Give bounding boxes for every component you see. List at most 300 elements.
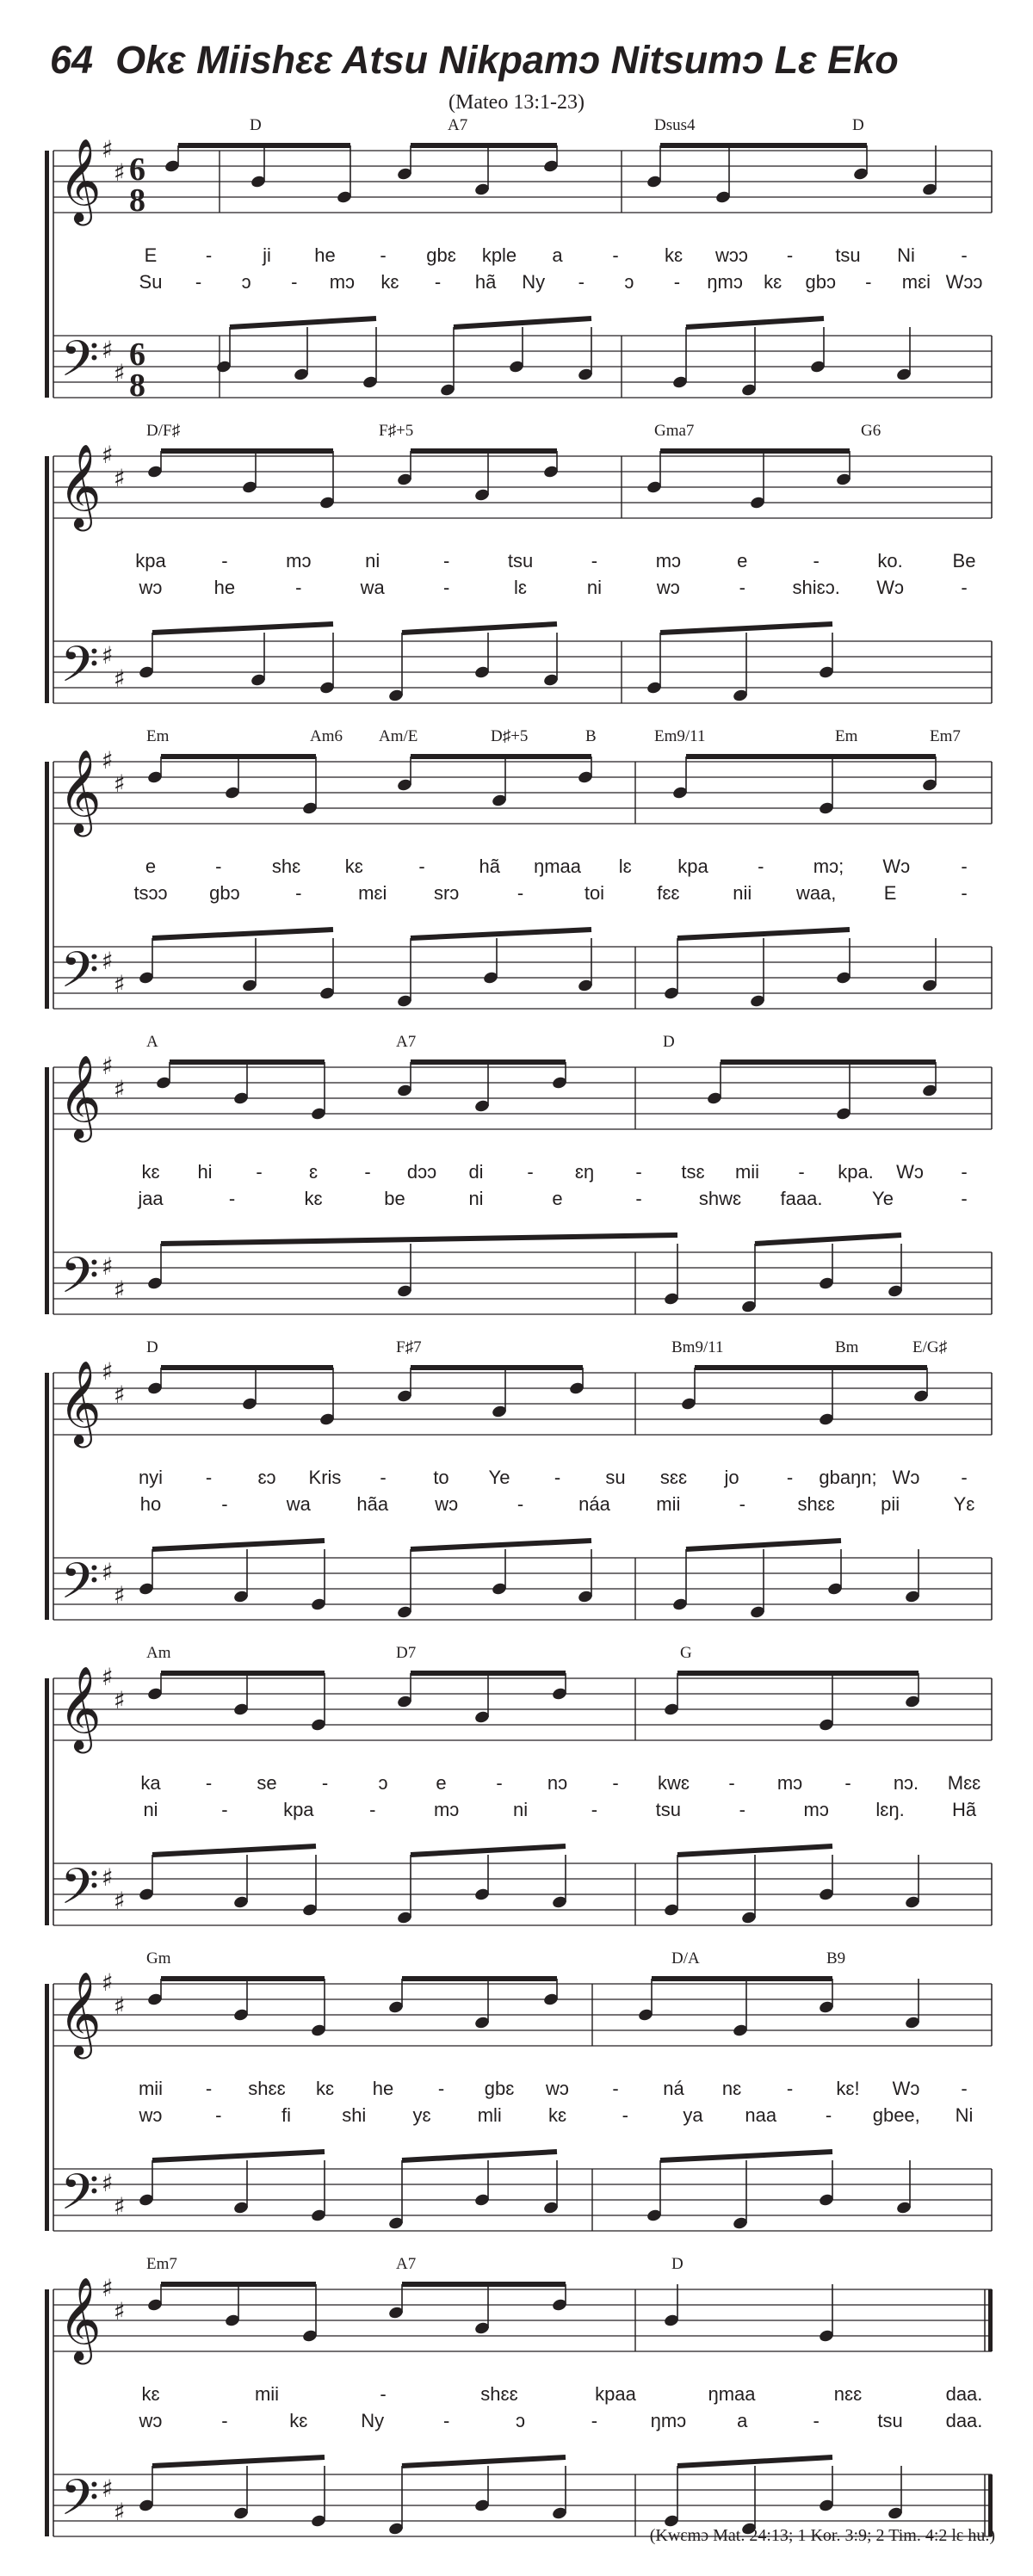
lyric-verse1: ŋmaa	[708, 2383, 756, 2405]
lyric-verse1: nɛɛ	[833, 2383, 863, 2405]
bass-clef-icon: 𝄢	[60, 1552, 100, 1622]
lyric-verse1: Wɔ	[892, 2078, 920, 2099]
lyric-verse1: -	[612, 244, 619, 266]
sharp-icon: ♯	[102, 641, 114, 670]
lyric-verse1: -	[635, 1161, 642, 1183]
lyric-verse1: lɛ	[618, 856, 632, 877]
sharp-icon: ♯	[114, 359, 126, 387]
lyric-verse2: he	[213, 577, 236, 598]
sharp-icon: ♯	[114, 1381, 126, 1409]
treble-clef-icon: 𝄞	[59, 443, 102, 528]
lyric-verse1: nɔ.	[893, 1772, 919, 1794]
chord-symbol: Em9/11	[654, 727, 706, 745]
lyric-verse1: -	[786, 244, 794, 266]
lyric-verse2: -	[442, 577, 450, 598]
lyric-verse1: kple	[481, 244, 517, 266]
lyric-verse2: -	[813, 2410, 820, 2431]
chord-symbol: F♯+5	[379, 422, 414, 440]
sharp-icon: ♯	[114, 769, 126, 798]
lyric-verse1: tsu	[507, 550, 534, 571]
lyric-verse2: -	[434, 271, 442, 293]
lyric-verse1: -	[496, 1772, 503, 1794]
lyric-verse2: be	[384, 1188, 405, 1209]
lyric-verse2: Hã	[951, 1799, 977, 1820]
chord-symbol: D	[671, 2255, 684, 2273]
lyric-verse1: daa.	[945, 2383, 983, 2405]
lyric-verse2: kɛ	[289, 2410, 308, 2431]
sharp-icon: ♯	[114, 2192, 126, 2221]
note-beam	[161, 1235, 677, 1244]
lyric-verse2: shiɛɔ.	[792, 577, 840, 598]
lyric-verse1: nɔ	[547, 1772, 568, 1794]
lyric-verse2: jaa	[138, 1188, 164, 1209]
lyric-verse2: -	[825, 2104, 832, 2126]
lyric-verse2: mɛi	[901, 271, 931, 293]
lyric-verse2: ŋmɔ	[707, 271, 743, 293]
lyric-verse2: ho	[139, 1493, 162, 1515]
lyric-verse1: -	[205, 244, 213, 266]
system-bracket	[45, 456, 49, 703]
lyric-verse1: mɔ	[286, 550, 312, 571]
sharp-icon: ♯	[114, 158, 126, 187]
chord-symbol: D	[852, 116, 864, 134]
lyric-verse1: -	[205, 1772, 213, 1794]
lyric-verse1: ɔ	[378, 1772, 388, 1794]
sharp-icon: ♯	[102, 2474, 114, 2503]
note-beam	[686, 1541, 841, 1549]
lyric-verse2: Ny	[361, 2410, 385, 2431]
lyric-verse2: -	[369, 1799, 376, 1820]
lyric-verse1: he	[314, 244, 336, 266]
sharp-icon: ♯	[114, 970, 126, 998]
chord-symbol: D	[250, 116, 262, 134]
lyric-verse2: ni	[512, 1799, 529, 1820]
lyric-verse1: ɛŋ	[574, 1161, 595, 1183]
lyric-verse1: sɛɛ	[659, 1467, 688, 1488]
lyric-verse2: -	[739, 1799, 745, 1820]
lyric-verse2: toi	[584, 882, 605, 904]
chord-symbol: D7	[396, 1644, 417, 1662]
note-beam	[230, 318, 376, 327]
sharp-icon: ♯	[102, 1968, 114, 1997]
treble-clef-icon: 𝄞	[59, 1054, 102, 1139]
lyric-verse2: ya	[683, 2104, 703, 2126]
lyric-verse2: tsu	[655, 1799, 682, 1820]
lyric-verse2: kɛ	[764, 271, 782, 293]
lyric-verse1: ko.	[877, 550, 903, 571]
lyric-verse1: -	[380, 244, 387, 266]
lyric-verse1: ni	[365, 550, 380, 571]
lyric-verse1: shɛɛ	[480, 2383, 518, 2405]
note-beam	[411, 930, 591, 938]
lyric-verse2: -	[295, 882, 302, 904]
note-beam	[686, 318, 824, 327]
lyric-verse2: nii	[733, 882, 752, 904]
sharp-icon: ♯	[102, 1357, 114, 1386]
lyric-verse1: -	[612, 2078, 619, 2099]
lyric-verse2: -	[673, 271, 681, 293]
lyric-verse1: -	[786, 1467, 794, 1488]
lyric-verse1: mɔ	[776, 1772, 803, 1794]
chord-symbol: D	[663, 1033, 675, 1051]
chord-symbol: F♯7	[396, 1338, 422, 1356]
sharp-icon: ♯	[102, 2169, 114, 2197]
lyric-verse2: ni	[143, 1799, 158, 1820]
note-beam	[677, 930, 850, 938]
lyric-verse2: ni	[586, 577, 603, 598]
lyric-verse1: di	[468, 1161, 484, 1183]
lyric-verse1: -	[205, 1467, 213, 1488]
lyric-verse1: mii	[254, 2383, 280, 2405]
lyric-verse1: -	[961, 856, 968, 877]
lyric-verse1: shɛɛ	[248, 2078, 286, 2099]
lyric-verse2: -	[622, 2104, 628, 2126]
bass-clef-icon: 𝄢	[60, 941, 100, 1011]
lyric-verse2: -	[739, 1493, 745, 1515]
lyric-verse2: ɔ	[516, 2410, 526, 2431]
lyric-verse1: -	[380, 2383, 387, 2405]
lyric-verse2: tsu	[877, 2410, 903, 2431]
lyric-verse2: wɔ	[139, 577, 163, 598]
lyric-verse2: fɛɛ	[657, 882, 680, 904]
lyric-verse1: kɛ	[344, 856, 363, 877]
note-beam	[660, 624, 832, 633]
lyric-verse2: mɛi	[358, 882, 387, 904]
chord-symbol: G6	[861, 422, 881, 440]
lyric-verse1: su	[605, 1467, 626, 1488]
chord-symbol: Bm9/11	[671, 1338, 724, 1356]
lyric-verse2: lɛ	[514, 577, 528, 598]
lyric-verse1: Wɔ	[896, 1161, 924, 1183]
lyric-verse2: srɔ	[433, 882, 460, 904]
chord-symbol: Am6	[310, 727, 343, 745]
chord-symbol: Em	[146, 727, 170, 745]
lyric-verse1: jo	[724, 1467, 739, 1488]
lyric-verse1: -	[758, 856, 764, 877]
lyric-verse1: tsu	[835, 244, 861, 266]
lyric-verse2: wa	[360, 577, 385, 598]
note-beam	[411, 1541, 591, 1549]
chord-symbol: A7	[448, 116, 468, 134]
lyric-verse2: shɛɛ	[797, 1493, 835, 1515]
time-signature-top: 6	[129, 151, 145, 188]
lyric-verse1: he	[372, 2078, 394, 2099]
lyric-verse1: -	[844, 1772, 851, 1794]
lyric-verse1: nyi	[138, 1467, 164, 1488]
lyric-verse2: kɛ	[380, 271, 399, 293]
lyric-verse2: -	[865, 271, 872, 293]
lyric-verse2: -	[739, 577, 745, 598]
bass-clef-icon: 𝄢	[60, 2163, 100, 2233]
sharp-icon: ♯	[102, 336, 114, 364]
lyric-verse1: -	[256, 1161, 263, 1183]
lyric-verse1: gbaŋn;	[819, 1467, 877, 1488]
lyric-verse2: a	[737, 2410, 748, 2431]
chord-symbol: D/F♯	[146, 422, 181, 440]
lyric-verse1: e	[436, 1772, 447, 1794]
lyric-verse1: ɛɔ	[257, 1467, 276, 1488]
lyric-verse1: a	[552, 244, 563, 266]
lyric-verse2: ɔ	[624, 271, 634, 293]
sharp-icon: ♯	[102, 1252, 114, 1281]
lyric-verse1: dɔɔ	[406, 1161, 437, 1183]
lyric-verse1: Be	[952, 550, 976, 571]
lyric-verse2: kɛ	[304, 1188, 323, 1209]
lyric-verse2: naa	[745, 2104, 777, 2126]
lyric-verse1: se	[257, 1772, 277, 1794]
system-bracket	[45, 1373, 49, 1620]
chord-symbol: D♯+5	[491, 727, 529, 745]
sharp-icon: ♯	[114, 1887, 126, 1915]
lyric-verse2: wɔ	[435, 1493, 459, 1515]
lyric-verse2: fi	[281, 2104, 291, 2126]
lyric-verse1: hi	[197, 1161, 213, 1183]
lyric-verse2: náa	[578, 1493, 610, 1515]
chord-symbol: Gma7	[654, 422, 695, 440]
lyric-verse1: e	[737, 550, 748, 571]
lyric-verse1: -	[961, 244, 968, 266]
lyric-verse1: kpa	[135, 550, 166, 571]
lyric-verse1: kpa.	[838, 1161, 874, 1183]
lyric-verse1: -	[205, 2078, 213, 2099]
lyric-verse1: ɛ	[308, 1161, 319, 1183]
lyric-verse2: -	[195, 271, 202, 293]
lyric-verse2: E	[883, 882, 897, 904]
note-beam	[677, 2457, 832, 2466]
sharp-icon: ♯	[102, 1558, 114, 1586]
lyric-verse1: -	[527, 1161, 534, 1183]
note-beam	[454, 318, 591, 327]
lyric-verse2: mɔ	[803, 1799, 829, 1820]
lyric-verse2: -	[591, 1799, 598, 1820]
treble-clef-icon: 𝄞	[59, 1971, 102, 2055]
lyric-verse1: kpa	[677, 856, 708, 877]
note-beam	[152, 1541, 325, 1549]
note-beam	[677, 1846, 832, 1855]
chord-symbol: Am/E	[379, 727, 418, 745]
lyric-verse2: -	[591, 2410, 598, 2431]
lyric-verse2: gbee,	[872, 2104, 920, 2126]
hymn-title-text: Okɛ Miishɛɛ Atsu Nikpamɔ Nitsumɔ Lɛ Eko	[115, 38, 899, 82]
lyric-verse1: -	[961, 1161, 968, 1183]
system-bracket	[45, 2289, 49, 2536]
sharp-icon: ♯	[114, 1686, 126, 1714]
system-bracket	[45, 1067, 49, 1314]
lyric-verse2: -	[291, 271, 298, 293]
lyric-verse1: mii	[138, 2078, 164, 2099]
chord-symbol: A7	[396, 2255, 417, 2273]
lyric-verse1: mɔ;	[813, 856, 844, 877]
lyric-verse1: ŋmaa	[533, 856, 582, 877]
lyric-verse1: -	[380, 1467, 387, 1488]
lyric-verse1: kɛ	[664, 244, 684, 266]
lyric-verse1: e	[145, 856, 157, 877]
lyric-verse2: mli	[477, 2104, 502, 2126]
lyric-verse2: Yɛ	[953, 1493, 975, 1515]
lyric-verse2: Ny	[522, 271, 546, 293]
lyric-verse2: ɔ	[241, 271, 251, 293]
lyric-verse2: yɛ	[412, 2104, 431, 2126]
chord-symbol: D	[146, 1338, 158, 1356]
lyric-verse1: wɔ	[546, 2078, 569, 2099]
lyric-verse2: -	[228, 1188, 236, 1209]
bass-clef-icon: 𝄢	[60, 1857, 100, 1928]
lyric-verse2: shwɛ	[698, 1188, 742, 1209]
sharp-icon: ♯	[102, 135, 114, 164]
lyric-verse2: -	[961, 882, 968, 904]
sharp-icon: ♯	[114, 1992, 126, 2020]
lyric-verse2: -	[635, 1188, 642, 1209]
lyric-verse2: faaa.	[780, 1188, 823, 1209]
note-beam	[152, 624, 333, 633]
chord-symbol: B	[585, 727, 597, 745]
note-beam	[152, 2152, 325, 2160]
lyric-verse2: hãa	[356, 1493, 389, 1515]
sharp-icon: ♯	[102, 746, 114, 775]
lyric-verse2: mɔ	[329, 271, 356, 293]
system-bracket	[45, 1678, 49, 1925]
lyric-verse2: wɔ	[139, 2104, 163, 2126]
lyric-verse1: nɛ	[721, 2078, 742, 2099]
lyric-verse2: -	[516, 1493, 524, 1515]
chord-symbol: Gm	[146, 1949, 171, 1968]
note-beam	[152, 1846, 316, 1855]
note-beam	[402, 624, 557, 633]
lyric-verse2: -	[578, 271, 585, 293]
chord-symbol: Em7	[146, 2255, 177, 2273]
treble-clef-icon: 𝄞	[59, 749, 102, 833]
lyric-verse2: ŋmɔ	[650, 2410, 687, 2431]
system-bracket	[45, 151, 49, 398]
chord-symbol: A	[146, 1033, 158, 1051]
lyric-verse1: -	[221, 550, 228, 571]
lyric-verse2: wɔ	[139, 2410, 163, 2431]
lyric-verse2: -	[221, 1799, 228, 1820]
lyric-verse1: Wɔ	[892, 1467, 920, 1488]
treble-clef-icon: 𝄞	[59, 2276, 102, 2361]
sharp-icon: ♯	[102, 947, 114, 975]
lyric-verse1: -	[442, 550, 450, 571]
bass-clef-icon: 𝄢	[60, 2468, 100, 2539]
lyric-verse1: -	[961, 1467, 968, 1488]
lyric-verse2: Ni	[955, 2104, 974, 2126]
lyric-verse1: Wɔ	[882, 856, 911, 877]
chord-symbol: B9	[826, 1949, 846, 1968]
lyric-verse1: -	[961, 2078, 968, 2099]
lyric-verse1: wɔɔ	[715, 244, 748, 266]
lyric-verse2: -	[442, 2410, 450, 2431]
treble-clef-icon: 𝄞	[59, 1360, 102, 1444]
lyric-verse2: lɛŋ.	[875, 1799, 905, 1820]
sharp-icon: ♯	[114, 664, 126, 693]
lyric-verse1: ná	[663, 2078, 684, 2099]
sharp-icon: ♯	[114, 1276, 126, 1304]
lyric-verse1: -	[612, 1772, 619, 1794]
bass-clef-icon: 𝄢	[60, 1246, 100, 1317]
lyric-verse1: E	[144, 244, 158, 266]
lyric-verse1: kɛ	[315, 2078, 335, 2099]
note-beam	[152, 930, 333, 938]
scripture-reference: (Mateo 13:1-23)	[448, 91, 585, 114]
lyric-verse2: Wɔɔ	[945, 271, 983, 293]
lyric-verse2: -	[516, 882, 524, 904]
lyric-verse1: -	[591, 550, 598, 571]
lyric-verse2: -	[295, 577, 302, 598]
sharp-icon: ♯	[102, 1052, 114, 1080]
lyric-verse1: kɛ	[141, 2383, 160, 2405]
note-beam	[152, 2457, 325, 2466]
lyric-verse1: kpaa	[595, 2383, 636, 2405]
lyric-verse2: -	[961, 1188, 968, 1209]
lyric-verse1: -	[554, 1467, 561, 1488]
sharp-icon: ♯	[114, 2297, 126, 2326]
lyric-verse1: -	[813, 550, 820, 571]
time-signature-bottom: 8	[129, 368, 145, 404]
time-signature-top: 6	[129, 337, 145, 373]
hymn-number: 64	[50, 38, 94, 82]
lyric-verse1: -	[364, 1161, 371, 1183]
lyric-verse1: ji	[263, 244, 271, 266]
lyric-verse2: -	[961, 577, 968, 598]
lyric-verse2: -	[215, 2104, 222, 2126]
note-beam	[411, 1846, 566, 1855]
lyric-verse1: -	[786, 2078, 794, 2099]
lyric-verse1: -	[321, 1772, 329, 1794]
lyric-verse1: gbɛ	[484, 2078, 515, 2099]
treble-clef-icon: 𝄞	[59, 138, 102, 222]
sharp-icon: ♯	[114, 1581, 126, 1609]
time-signature-bottom: 8	[129, 182, 145, 219]
lyric-verse2: shi	[342, 2104, 367, 2126]
lyric-verse2: mɔ	[433, 1799, 460, 1820]
lyric-verse2: -	[221, 2410, 228, 2431]
lyric-verse1: kwɛ	[658, 1772, 690, 1794]
chord-symbol: Dsus4	[654, 116, 696, 134]
lyric-verse1: -	[418, 856, 425, 877]
lyric-verse1: Ni	[897, 244, 915, 266]
lyric-verse2: mii	[656, 1493, 681, 1515]
lyric-verse1: hã	[479, 856, 500, 877]
lyric-verse1: kɛ!	[836, 2078, 860, 2099]
lyric-verse1: tsɛ	[681, 1161, 705, 1183]
sharp-icon: ♯	[102, 1863, 114, 1892]
chord-symbol: D/A	[671, 1949, 700, 1968]
lyric-verse2: gbɔ	[209, 882, 240, 904]
lyric-verse2: ni	[468, 1188, 484, 1209]
lyric-verse1: -	[798, 1161, 805, 1183]
chord-symbol: G	[680, 1644, 692, 1662]
lyric-verse1: shɛ	[271, 856, 301, 877]
chord-symbol: Am	[146, 1644, 171, 1662]
lyric-verse1: to	[433, 1467, 449, 1488]
sharp-icon: ♯	[102, 441, 114, 469]
sharp-icon: ♯	[102, 1663, 114, 1691]
lyric-verse1: kɛ	[141, 1161, 160, 1183]
bass-clef-icon: 𝄢	[60, 635, 100, 706]
note-beam	[660, 2152, 832, 2160]
lyric-verse1: Kris	[308, 1467, 342, 1488]
chord-symbol: A7	[396, 1033, 417, 1051]
chord-symbol: Bm	[835, 1338, 859, 1356]
lyric-verse2: e	[552, 1188, 563, 1209]
treble-clef-icon: 𝄞	[59, 1665, 102, 1750]
system-bracket	[45, 1984, 49, 2231]
sharp-icon: ♯	[102, 2274, 114, 2302]
chord-symbol: Em	[835, 727, 858, 745]
lyric-verse1: mɔ	[655, 550, 682, 571]
lyric-verse2: pii	[881, 1493, 900, 1515]
lyric-verse2: hã	[474, 271, 497, 293]
